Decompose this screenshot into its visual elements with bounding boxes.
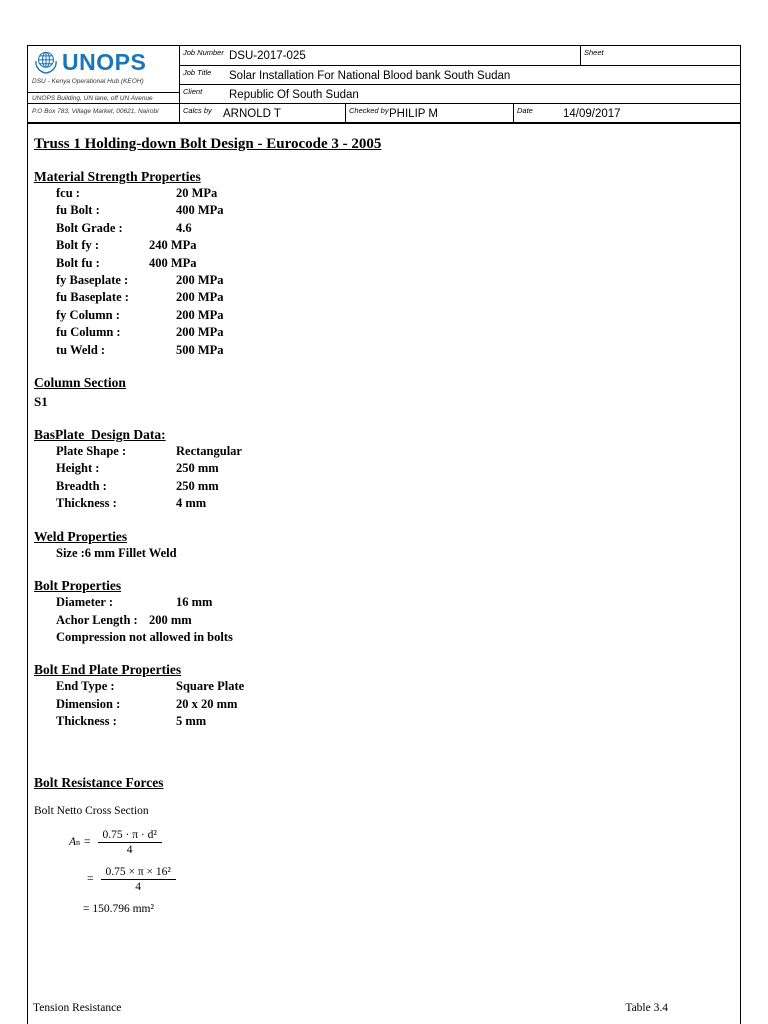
- formula-line-numeric: [83, 866, 730, 893]
- end-plate-heading: Bolt End Plate Properties: [34, 662, 182, 678]
- calcs-by-cell: [180, 104, 345, 122]
- formula-lhs-subscript: n: [76, 837, 81, 847]
- resistance-heading: Bolt Resistance Forces: [34, 774, 164, 790]
- property-label: fu Bolt :: [56, 203, 100, 218]
- fraction-numerator: 0.75 × π × 16²: [101, 866, 176, 880]
- property-row-bolt-fy: [56, 237, 730, 254]
- property-row-tu-weld: [56, 342, 730, 359]
- property-value: 16 mm: [176, 595, 213, 610]
- property-value: 400 MPa: [149, 255, 197, 270]
- org-address-line: UNOPS Building, UN lane, off UN Avenue: [28, 92, 179, 103]
- sheet-body: [28, 124, 740, 915]
- property-value: 20 x 20 mm: [176, 696, 238, 711]
- property-row-plate-thickness: [56, 495, 730, 512]
- property-row-plate-shape: [56, 443, 730, 460]
- date-cell: [513, 104, 740, 122]
- property-label: fu Column :: [56, 325, 121, 340]
- property-label: Diameter :: [56, 595, 114, 610]
- fraction-symbolic: [98, 829, 162, 856]
- sheet-label: Sheet: [584, 48, 604, 57]
- calcs-by-label: Calcs by: [183, 106, 212, 115]
- logo-block: [28, 46, 179, 92]
- checked-by-cell: [345, 104, 513, 122]
- property-row-end-type: [56, 678, 730, 695]
- job-title-label: Job Title: [183, 68, 212, 77]
- un-emblem-icon: [32, 48, 60, 76]
- header-row-client: [180, 85, 740, 104]
- logo-row: [32, 48, 175, 76]
- property-row-fy-column: [56, 307, 730, 324]
- material-strength-heading: Material Strength Properties: [34, 169, 201, 184]
- baseplate-heading: BasPlate Design Data:: [34, 427, 166, 443]
- property-label: Thickness :: [56, 496, 117, 511]
- job-number-cell: [180, 46, 580, 65]
- property-row-fu-bolt: [56, 202, 730, 219]
- property-label: fy Column :: [56, 307, 120, 322]
- property-value: 240 MPa: [149, 238, 197, 253]
- job-title-value: Solar Installation For National Blood bank South Sudan: [229, 70, 511, 82]
- job-number-value: DSU-2017-025: [229, 50, 306, 62]
- property-value: 400 MPa: [176, 203, 224, 218]
- weld-heading: Weld Properties: [34, 528, 128, 544]
- fraction-numeric: [101, 866, 176, 893]
- weld-size-line: Size :6 mm Fillet Weld: [56, 545, 177, 560]
- bolt-heading: Bolt Properties: [34, 578, 122, 594]
- job-title-cell: [180, 66, 740, 84]
- property-row-diameter: [56, 594, 730, 611]
- property-row-breadth: [56, 478, 730, 495]
- property-value: Square Plate: [176, 679, 245, 694]
- logo-cell: [28, 46, 180, 122]
- document-title: Truss 1 Holding-down Bolt Design - Eurocode 3 - 2005: [34, 136, 382, 152]
- property-value: 250 mm: [176, 478, 219, 493]
- fraction-denominator: 4: [135, 880, 142, 893]
- property-value: 200 MPa: [176, 273, 224, 288]
- unops-wordmark: UNOPS: [62, 48, 147, 75]
- property-value: 200 MPa: [176, 290, 224, 305]
- bolt-compression-note: Compression not allowed in bolts: [56, 629, 233, 644]
- property-label: Dimension :: [56, 696, 121, 711]
- property-value: 200 MPa: [176, 325, 224, 340]
- property-value: 5 mm: [176, 714, 207, 729]
- date-value: 14/09/2017: [563, 108, 621, 120]
- property-row-anchor-length: [56, 612, 730, 629]
- checked-by-label: Checked by: [349, 106, 389, 115]
- property-label: Height :: [56, 461, 100, 476]
- property-label: Thickness :: [56, 714, 117, 729]
- org-subtitle: DSU - Kenya Operational Hub (KEOH): [32, 78, 144, 85]
- property-value: 250 mm: [176, 461, 219, 476]
- sheet-frame: [27, 45, 741, 1024]
- property-row-fcu: [56, 185, 730, 202]
- property-label: Bolt fy :: [56, 238, 100, 253]
- job-number-label: Job Number: [183, 48, 224, 57]
- formula-line-result: [83, 903, 730, 915]
- property-value: 4.6: [176, 220, 192, 235]
- property-label: fcu :: [56, 186, 80, 200]
- equals-sign: =: [84, 836, 91, 849]
- property-label: Bolt Grade :: [56, 220, 123, 235]
- calcs-by-value: ARNOLD T: [223, 108, 281, 120]
- property-row-end-thickness: [56, 713, 730, 730]
- property-row-bolt-grade: [56, 220, 730, 237]
- checked-by-value: PHILIP M: [389, 108, 438, 120]
- property-label: tu Weld :: [56, 342, 106, 357]
- column-section-value: S1: [34, 394, 48, 410]
- fraction-numerator: 0.75 · π · d²: [98, 829, 162, 843]
- property-row-fu-column: [56, 324, 730, 341]
- column-section-heading: Column Section: [34, 375, 126, 391]
- sheet-header: [28, 46, 740, 124]
- date-label: Date: [517, 106, 533, 115]
- footer-tension-resistance: Tension Resistance: [33, 1002, 122, 1014]
- header-row-job-title: [180, 66, 740, 85]
- netto-area-formula: [34, 829, 730, 915]
- netto-cross-section-subheading: Bolt Netto Cross Section: [34, 804, 149, 817]
- client-value: Republic Of South Sudan: [229, 89, 359, 101]
- sheet-footer: [33, 1002, 668, 1014]
- client-cell: [180, 85, 740, 103]
- property-label: Achor Length :: [56, 612, 138, 627]
- property-row-bolt-fu: [56, 255, 730, 272]
- property-row-fy-baseplate: [56, 272, 730, 289]
- property-value: Rectangular: [176, 444, 242, 459]
- client-label: Client: [183, 87, 203, 96]
- formula-result: = 150.796 mm²: [83, 902, 154, 915]
- property-label: End Type :: [56, 679, 115, 694]
- property-value: 4 mm: [176, 496, 207, 511]
- property-label: Plate Shape :: [56, 444, 127, 459]
- property-label: Bolt fu :: [56, 255, 100, 270]
- formula-lhs: A: [69, 836, 77, 849]
- header-row-job-number: [180, 46, 740, 66]
- equals-sign: =: [87, 873, 94, 886]
- property-value: 200 mm: [149, 612, 192, 627]
- property-value: 20 MPa: [176, 186, 218, 200]
- footer-table-ref: Table 3.4: [625, 1002, 668, 1014]
- sheet-cell: [580, 46, 740, 65]
- property-label: fy Baseplate :: [56, 273, 129, 288]
- property-label: fu Baseplate :: [56, 290, 129, 305]
- property-value: 500 MPa: [176, 342, 224, 357]
- fraction-denominator: 4: [126, 843, 133, 856]
- formula-line-symbolic: [69, 829, 730, 856]
- property-row-dimension: [56, 696, 730, 713]
- org-pobox-line: P.O Box 783, Village Market, 00621, Nairobi: [28, 103, 179, 122]
- header-row-signoff: [180, 104, 740, 122]
- header-fields: [180, 46, 740, 122]
- property-label: Breadth :: [56, 478, 107, 493]
- property-value: 200 MPa: [176, 307, 224, 322]
- property-row-height: [56, 460, 730, 477]
- property-row-fu-baseplate: [56, 289, 730, 306]
